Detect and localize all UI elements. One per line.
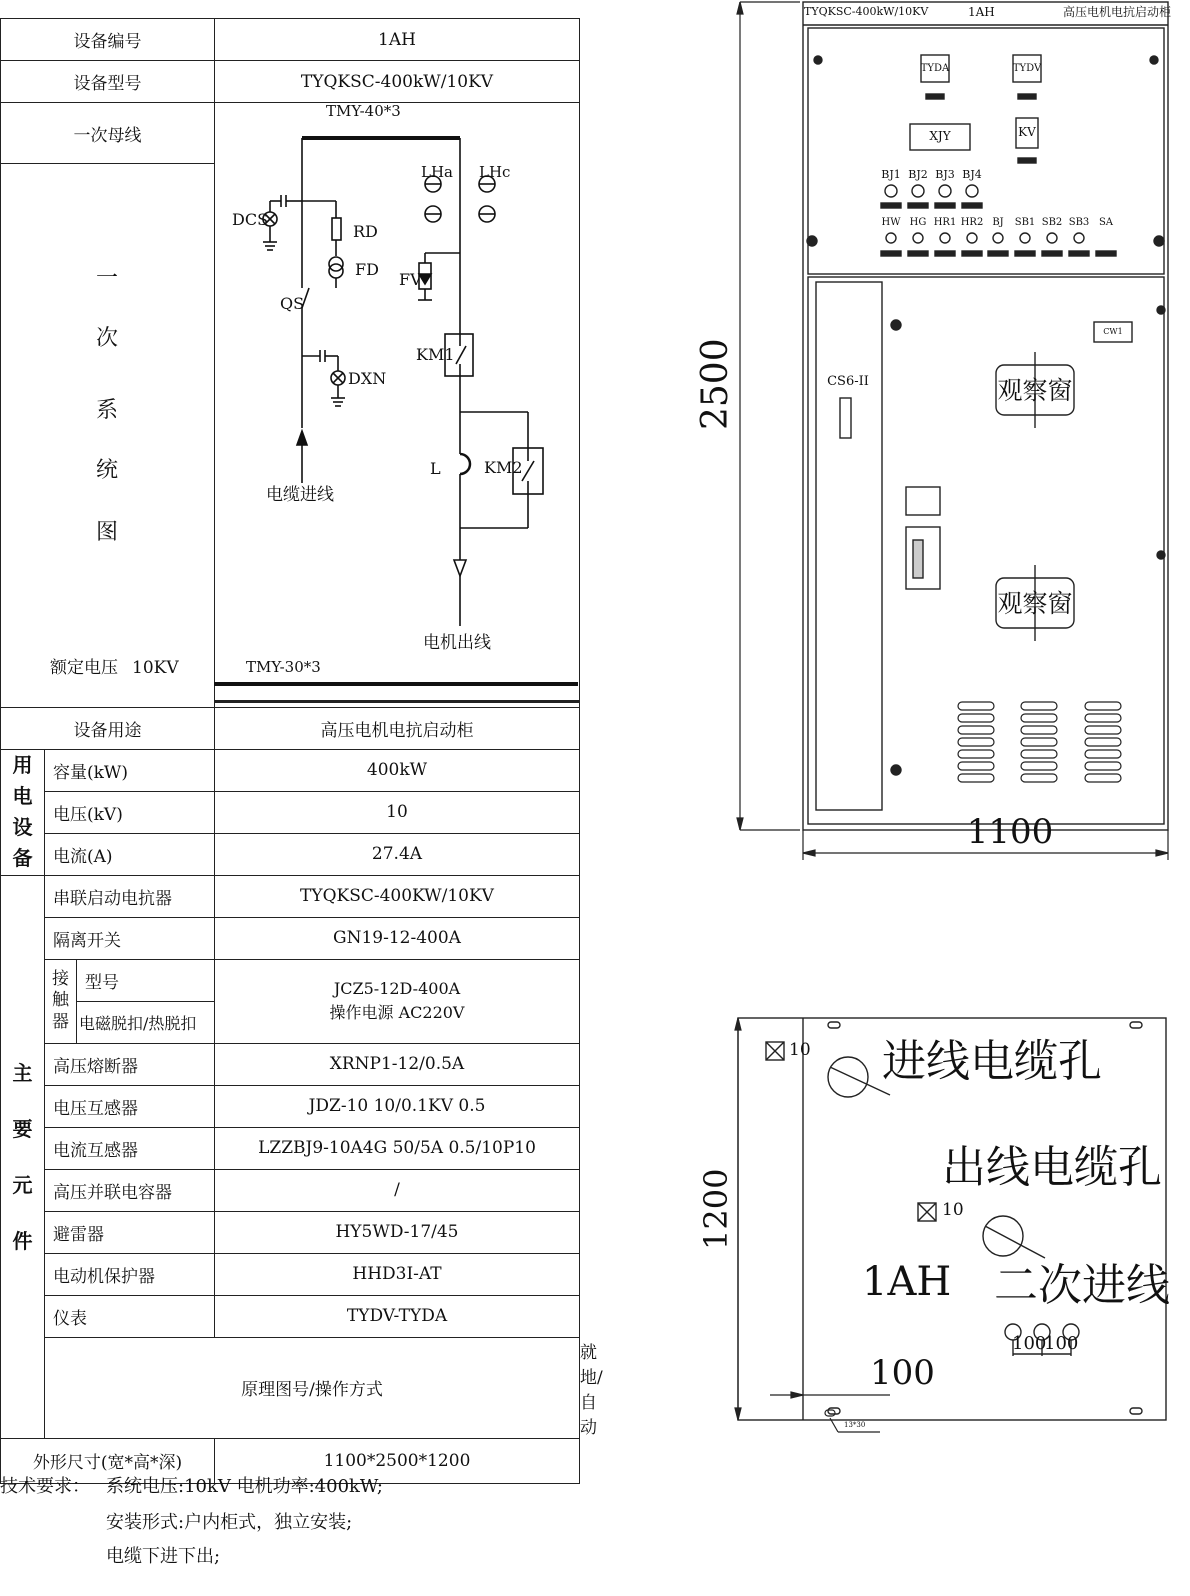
depth-dim-label: 1200 — [697, 1168, 735, 1250]
primary-system-cell — [1, 164, 215, 702]
cable-out-hole-label: 出线电缆孔 — [942, 1142, 1162, 1193]
fd-label: FD — [355, 260, 379, 279]
lha-label: LHa — [421, 163, 453, 181]
primary-system-char-2: 次 — [95, 326, 119, 351]
hw-label: HW — [881, 217, 901, 228]
front-header-name: 高压电机电抗启动柜 — [1063, 5, 1172, 19]
capacitor: / — [215, 1169, 580, 1211]
bj3-label: BJ3 — [935, 168, 955, 181]
motor-out-arrow — [454, 560, 466, 576]
rd-label: RD — [353, 222, 378, 241]
cable-in-label: 电缆进线 — [266, 485, 334, 505]
cs6-panel — [816, 282, 882, 810]
km2-label: KM2 — [484, 458, 523, 477]
primary-system-char-5: 图 — [95, 520, 119, 545]
cable-in-hole — [828, 1057, 868, 1097]
voltage: 10 — [215, 791, 580, 833]
vent-louvers — [958, 702, 1121, 782]
upper-door — [808, 28, 1164, 274]
spec-table: 设备编号 1AH 设备型号 TYQKSC-400kW/10KV 一次母线 设备用途 高压电机电抗启动柜 用 电 设 备 容量(kW) 400kW 电压(kV) 10 电流(A) 27.4A 主 要 元 件 串联启动电抗器 TYQKSC-400KW/10KV 隔离开关 GN19-12-400A 接 触 器 型号 JCZ5-12D-400A 操作电源 AC220V 电磁脱扣/热脱扣 高压熔断器 XRNP1-12/0.5A 电压互感器 JDZ-10 10/0.1KV 0.5 电流互感器 LZZBJ9-10A4G 50/5A 0.5/10P10 高压并联电容器 / 避雷器 HY5WD-17/45 电动机保护器 HHD3I-AT 仪表 TYDV-TYDA 原理图号/操作方式 就地/自动 外形尺寸(宽*高*深) 1100*2500*1200 — [0, 18, 580, 1484]
tyda-label: TYDA — [920, 63, 950, 74]
hr2-label: HR2 — [960, 217, 984, 228]
dxn-label: DXN — [348, 369, 387, 388]
primary-system-char-1: 一 — [95, 266, 119, 291]
contactor-group: 接 触 器 — [45, 959, 77, 1043]
sb3-label: SB3 — [1068, 217, 1090, 228]
hg-label: HG — [909, 217, 927, 228]
contactor-model: JCZ5-12D-400A — [333, 979, 461, 998]
offset-dim-label: 100 — [870, 1353, 935, 1393]
capacitor-label: 高压并联电容器 — [45, 1169, 215, 1211]
contactor-value — [215, 959, 580, 1043]
current: 27.4A — [215, 833, 580, 875]
l-label: L — [430, 459, 441, 478]
scheme-label: 原理图号/操作方式 — [45, 1337, 580, 1438]
primary-schematic — [214, 98, 578, 692]
qs-label: QS — [280, 294, 305, 313]
bj1-label: BJ1 — [881, 168, 901, 181]
indicator-row — [881, 233, 1116, 256]
arrester: HY5WD-17/45 — [215, 1211, 580, 1253]
window-bottom-label: 观察窗 — [997, 589, 1073, 618]
dimensions: 1100*2500*1200 — [215, 1438, 580, 1483]
cs6-label: CS6-II — [827, 374, 869, 389]
branch-bus-label: TMY-30*3 — [246, 658, 321, 676]
height-dim-label: 2500 — [695, 338, 736, 430]
primary-bus-label: 一次母线 — [1, 103, 215, 164]
tydv-label: TYDV — [1012, 63, 1042, 74]
cabinet-outline — [803, 2, 1168, 830]
contactor-power: 操作电源 AC220V — [329, 1003, 465, 1022]
hole-size-2: 10 — [942, 1200, 964, 1220]
requirements-line-3: 电缆下进下出; — [106, 1546, 221, 1567]
primary-system-char-4: 统 — [95, 458, 119, 483]
motor-out-label: 电机出线 — [423, 633, 491, 653]
cabinet-no-label: 1AH — [862, 1259, 952, 1305]
window-top-label: 观察窗 — [997, 376, 1073, 405]
pt: JDZ-10 10/0.1KV 0.5 — [215, 1085, 580, 1127]
bj-lamps — [881, 185, 982, 208]
nameplate — [906, 487, 940, 515]
kv-label: KV — [1018, 125, 1036, 139]
bj-label: BJ — [992, 217, 1004, 228]
fv-label: FV — [399, 270, 422, 289]
disconnector-label: 隔离开关 — [45, 917, 215, 959]
model-label: 设备型号 — [1, 61, 215, 103]
device-no: 1AH — [215, 19, 580, 61]
requirements-line-2: 安装形式:户内柜式，独立安装; — [106, 1512, 353, 1533]
sb1-label: SB1 — [1014, 217, 1036, 228]
hole-size-1: 10 — [789, 1040, 811, 1060]
purpose: 高压电机电抗启动柜 — [215, 707, 580, 749]
meter-label: 仪表 — [45, 1295, 215, 1337]
sb2-label: SB2 — [1041, 217, 1063, 228]
reactor-label: 串联启动电抗器 — [45, 875, 215, 917]
cw-label: CW1 — [1103, 327, 1123, 336]
cs6-handle — [840, 398, 851, 438]
fuse: XRNP1-12/0.5A — [215, 1043, 580, 1085]
capacity-label: 容量(kW) — [45, 749, 215, 791]
protector: HHD3I-AT — [215, 1253, 580, 1295]
device-no-label: 设备编号 — [1, 19, 215, 61]
rated-voltage-label: 额定电压 — [50, 658, 118, 678]
hr1-label: HR1 — [933, 217, 957, 228]
current-label: 电流(A) — [45, 833, 215, 875]
requirements-title: 技术要求： — [0, 1476, 90, 1497]
ct-label: 电流互感器 — [45, 1127, 215, 1169]
slot-dim-label: 13*30 — [844, 1421, 866, 1429]
sa-label: SA — [1098, 217, 1114, 228]
primary-system-char-3: 系 — [95, 398, 119, 423]
capacity: 400kW — [215, 749, 580, 791]
meter: TYDV-TYDA — [215, 1295, 580, 1337]
lhc-label: LHc — [479, 163, 511, 181]
front-header-no: 1AH — [968, 5, 995, 19]
width-dim-label: 1100 — [966, 812, 1054, 852]
front-header-model: TYQKSC-400kW/10KV — [804, 5, 929, 18]
requirements-line-1: 系统电压:10kV 电机功率:400kW; — [106, 1476, 383, 1497]
arrester-label: 避雷器 — [45, 1211, 215, 1253]
km1-label: KM1 — [416, 345, 455, 364]
purpose-label: 设备用途 — [1, 707, 215, 749]
ct: LZZBJ9-10A4G 50/5A 0.5/10P10 — [215, 1127, 580, 1169]
reactor: TYQKSC-400KW/10KV — [215, 875, 580, 917]
small-dim-1: 100 — [1012, 1333, 1047, 1354]
cable-in-arrow — [297, 431, 307, 445]
cable-in-hole-label: 进线电缆孔 — [882, 1036, 1102, 1087]
small-dim-2: 100 — [1044, 1333, 1079, 1354]
model: TYQKSC-400kW/10KV — [215, 61, 580, 103]
dcs-label: DCS — [232, 210, 269, 229]
fuse-label: 高压熔断器 — [45, 1043, 215, 1085]
contactor-release-label: 电磁脱扣/热脱扣 — [77, 1001, 215, 1043]
lower-door — [808, 277, 1164, 824]
bj4-label: BJ4 — [962, 168, 982, 181]
disconnector: GN19-12-400A — [215, 917, 580, 959]
rated-voltage: 10KV — [132, 658, 179, 678]
components-group: 主 要 元 件 — [1, 875, 45, 1438]
rd-fuse-symbol — [332, 218, 341, 240]
xjy-label: XJY — [929, 129, 951, 143]
contactor-model-label: 型号 — [77, 959, 215, 1001]
depth-dimension — [735, 1018, 741, 1420]
l-reactor — [460, 454, 470, 474]
height-dimension — [737, 2, 800, 830]
pt-label: 电压互感器 — [45, 1085, 215, 1127]
dimensions-label: 外形尺寸(宽*高*深) — [1, 1438, 215, 1483]
secondary-in-label: 二次进线 — [994, 1260, 1170, 1311]
consumer-group: 用 电 设 备 — [1, 749, 45, 875]
main-bus-label: TMY-40*3 — [326, 102, 401, 120]
protector-label: 电动机保护器 — [45, 1253, 215, 1295]
bj2-label: BJ2 — [908, 168, 928, 181]
voltage-label: 电压(kV) — [45, 791, 215, 833]
